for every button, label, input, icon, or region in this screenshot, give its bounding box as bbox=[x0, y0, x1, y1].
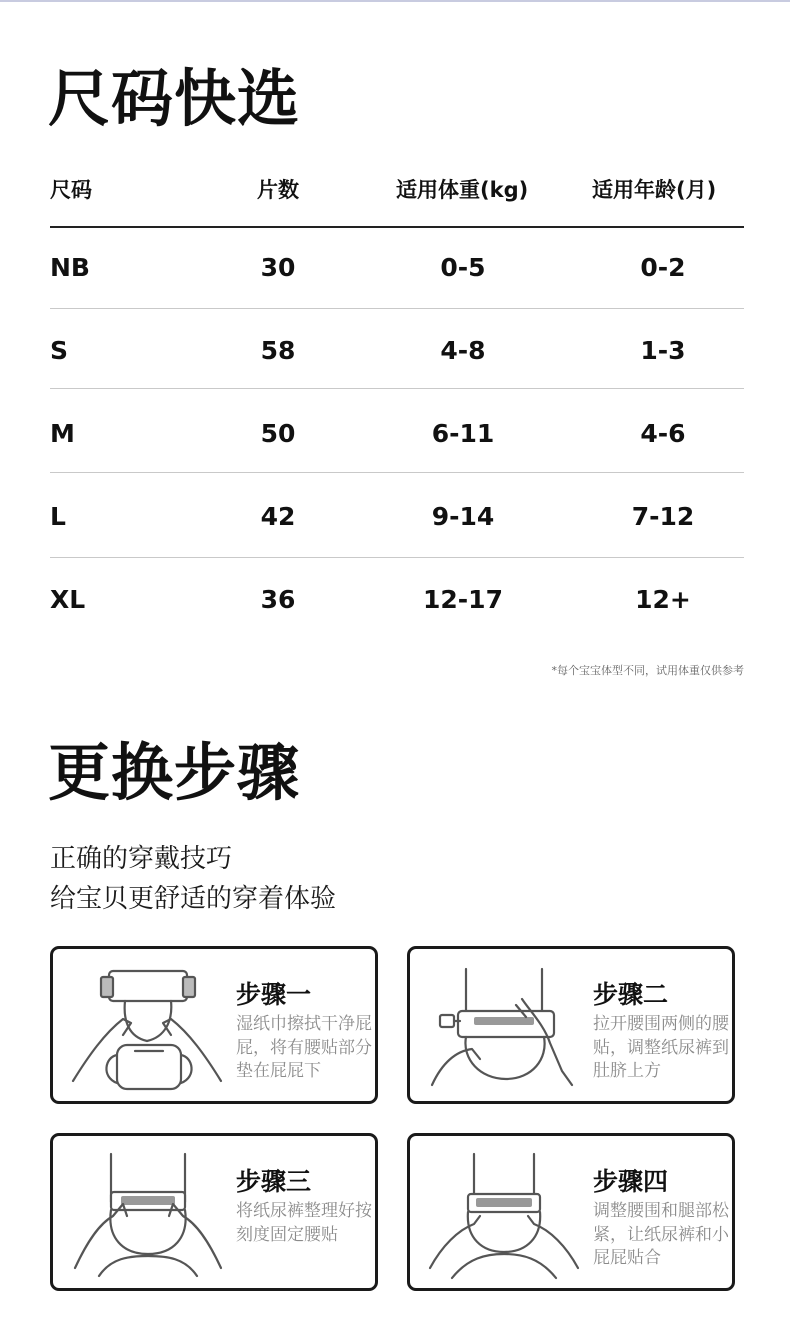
step-title: 步骤二 bbox=[593, 980, 669, 1009]
header-count: 片数 bbox=[257, 178, 299, 202]
step-desc: 将纸尿裤整理好按刻度固定腰贴 bbox=[236, 1201, 372, 1245]
cell-size: M bbox=[50, 419, 75, 448]
step-card-3 bbox=[50, 1133, 378, 1291]
step-desc: 湿纸巾擦拭干净屁屁，将有腰贴部分垫在屁屁下 bbox=[236, 1014, 372, 1081]
cell-count: 30 bbox=[260, 253, 296, 282]
fasten-tabs-illustration bbox=[65, 1146, 230, 1282]
cell-age: 12+ bbox=[635, 585, 691, 614]
steps-title: 更换步骤 bbox=[48, 736, 301, 809]
step-card-2 bbox=[407, 946, 735, 1104]
table-header-rule bbox=[50, 226, 744, 228]
cell-weight: 4-8 bbox=[440, 336, 486, 365]
step-card-1 bbox=[50, 946, 378, 1104]
cell-count: 58 bbox=[260, 336, 296, 365]
cell-weight: 12-17 bbox=[423, 585, 503, 614]
step-title: 步骤一 bbox=[236, 980, 312, 1009]
cell-count: 36 bbox=[260, 585, 296, 614]
cell-size: L bbox=[50, 502, 66, 531]
steps-subtitle-line2: 给宝贝更舒适的穿着体验 bbox=[50, 884, 337, 914]
cell-size: XL bbox=[50, 585, 86, 614]
step-card-4 bbox=[407, 1133, 735, 1291]
row-divider bbox=[50, 557, 744, 558]
step-title: 步骤四 bbox=[593, 1167, 669, 1196]
diaper-wipe-illustration bbox=[65, 959, 230, 1095]
step-desc: 调整腰围和腿部松紧，让纸尿裤和小屁屁贴合 bbox=[593, 1201, 729, 1268]
header-weight: 适用体重(kg) bbox=[396, 178, 529, 202]
step-title: 步骤三 bbox=[236, 1167, 312, 1196]
cell-age: 4-6 bbox=[640, 419, 686, 448]
row-divider bbox=[50, 472, 744, 473]
adjust-fit-illustration bbox=[422, 1146, 587, 1282]
cell-count: 42 bbox=[260, 502, 296, 531]
row-divider bbox=[50, 308, 744, 309]
cell-weight: 6-11 bbox=[431, 419, 495, 448]
size-note: *每个宝宝体型不同，试用体重仅供参考 bbox=[551, 664, 744, 677]
steps-subtitle-line1: 正确的穿戴技巧 bbox=[50, 844, 233, 874]
step-desc: 拉开腰围两侧的腰贴，调整纸尿裤到肚脐上方 bbox=[593, 1014, 729, 1081]
cell-age: 1-3 bbox=[640, 336, 686, 365]
open-tabs-illustration bbox=[422, 959, 587, 1095]
cell-size: S bbox=[50, 336, 69, 365]
cell-weight: 0-5 bbox=[440, 253, 486, 282]
top-divider bbox=[0, 0, 790, 2]
cell-size: NB bbox=[50, 253, 90, 282]
header-age: 适用年龄(月) bbox=[592, 178, 717, 202]
row-divider bbox=[50, 388, 744, 389]
cell-count: 50 bbox=[260, 419, 296, 448]
size-guide-title: 尺码快选 bbox=[48, 62, 301, 135]
cell-age: 0-2 bbox=[640, 253, 686, 282]
cell-weight: 9-14 bbox=[431, 502, 495, 531]
cell-age: 7-12 bbox=[631, 502, 695, 531]
header-size: 尺码 bbox=[50, 178, 92, 202]
